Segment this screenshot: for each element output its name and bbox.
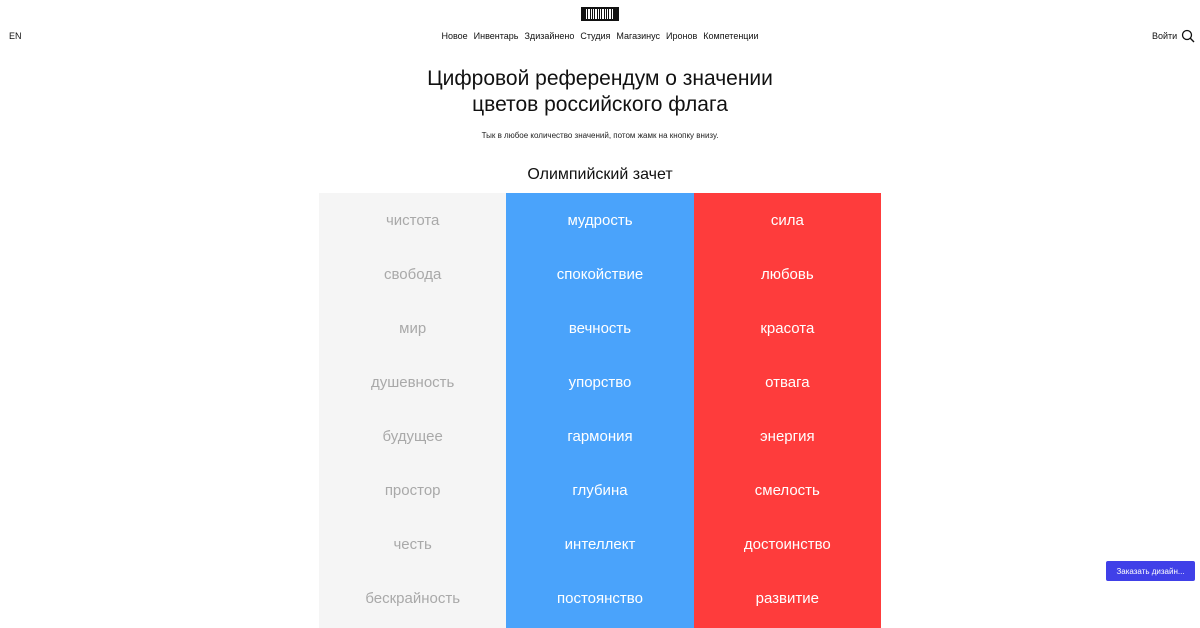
blue-option[interactable]: постоянство <box>557 589 643 607</box>
page-title <box>0 66 1200 118</box>
nav-item-inventory[interactable]: Инвентарь <box>473 31 519 41</box>
blue-option[interactable]: упорство <box>568 373 632 391</box>
blue-option[interactable]: глубина <box>572 481 628 499</box>
page-title-line-2: цветов российского флага <box>472 93 728 116</box>
white-option[interactable]: простор <box>384 481 441 499</box>
blue-column <box>506 193 693 628</box>
red-option[interactable]: красота <box>760 319 815 337</box>
nav-item-ironov[interactable]: Иронов <box>666 31 698 41</box>
red-option[interactable]: достоинство <box>743 535 831 553</box>
red-option[interactable]: любовь <box>760 265 814 283</box>
red-option[interactable]: энергия <box>760 427 815 445</box>
site-logo[interactable] <box>581 7 619 21</box>
main-nav <box>0 31 1200 41</box>
nav-item-studio[interactable]: Студия <box>580 31 611 41</box>
search-icon[interactable] <box>1181 29 1195 43</box>
white-option[interactable]: душевность <box>370 373 455 391</box>
login-link[interactable]: Войти <box>1152 31 1178 41</box>
section-title: Олимпийский зачет <box>527 166 673 183</box>
nav-item-new[interactable]: Новое <box>441 31 468 41</box>
blue-option[interactable]: спокойствие <box>556 265 644 283</box>
barcode-logo-icon <box>585 9 615 19</box>
white-option[interactable]: честь <box>393 535 432 553</box>
white-option[interactable]: мир <box>399 319 427 337</box>
red-option[interactable]: отвага <box>765 373 810 391</box>
blue-option[interactable]: гармония <box>567 427 633 445</box>
white-option[interactable]: свобода <box>383 265 442 283</box>
white-option[interactable]: бескрайность <box>365 589 461 607</box>
red-option[interactable]: смелость <box>754 481 820 499</box>
white-option[interactable]: чистота <box>385 211 440 229</box>
page-title-line-1: Цифровой референдум о значении <box>427 67 773 90</box>
red-option[interactable]: развитие <box>755 589 819 607</box>
order-design-button[interactable]: Заказать дизайн... <box>1106 561 1195 581</box>
blue-option[interactable]: вечность <box>568 319 632 337</box>
nav-item-designed[interactable]: Здизайнено <box>524 31 575 41</box>
white-option[interactable]: будущее <box>382 427 443 445</box>
red-column <box>694 193 881 628</box>
flag-voting-board <box>319 193 881 628</box>
nav-item-competencies[interactable]: Компетенции <box>703 31 759 41</box>
nav-item-shop[interactable]: Магазинус <box>616 31 661 41</box>
red-option[interactable]: сила <box>770 211 804 229</box>
blue-option[interactable]: интеллект <box>564 535 636 553</box>
white-column <box>319 193 506 628</box>
page-subtitle: Тык в любое количество значений, потом жамк на кнопку внизу. <box>481 131 719 140</box>
language-switch[interactable]: EN <box>9 31 22 41</box>
blue-option[interactable]: мудрость <box>567 211 633 229</box>
